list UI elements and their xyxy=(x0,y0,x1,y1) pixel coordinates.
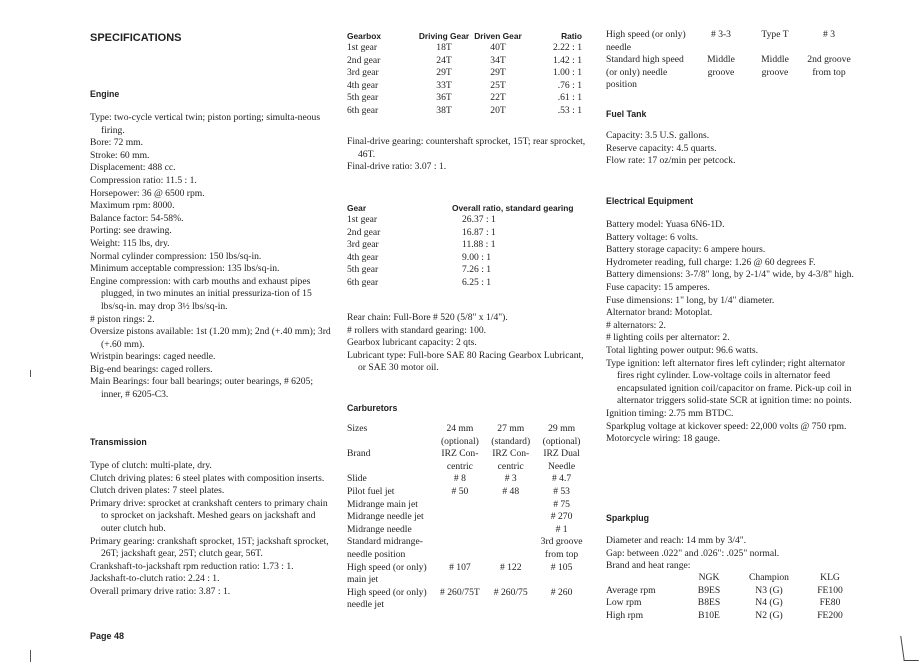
gearbox-row-cell: .53 : 1 xyxy=(557,104,582,116)
carburetor-cell: High speed (or only) main jet xyxy=(347,561,427,586)
carburetor-cell: # 107 xyxy=(449,561,471,573)
carburetor-cell: Brand xyxy=(347,448,371,460)
transmission-spec-line: Primary drive: sprocket at crankshaft centers to primary chain to sprocket on jackshaft. Meshed gears on jackshaft and outer clutch hub. xyxy=(90,497,328,534)
electrical-spec-line: Hydrometer reading, full charge: 1.26 @ 60 degrees F. xyxy=(606,256,816,268)
carburetor-cell: # 1 xyxy=(555,523,568,535)
engine-spec-line: Maximum rpm: 8000. xyxy=(90,200,175,212)
sparkplug-row-cell: B9ES xyxy=(697,584,721,596)
carburetor-cell: Slide xyxy=(347,473,367,485)
carburetor-cell xyxy=(435,536,486,561)
gearbox-col-header: Gearbox xyxy=(347,31,381,41)
carburetor-cell xyxy=(485,536,536,561)
carburetor-cell: 29 mm (optional) xyxy=(542,423,581,447)
carburetor-cell: # 260/75T xyxy=(440,586,480,598)
sparkplug-header-cell: NGK xyxy=(698,572,720,583)
carburetor-cell: Middle groove xyxy=(707,54,735,78)
page-corner-mark xyxy=(900,636,919,661)
engine-spec-line: Engine compression: with carb mouths and exhaust pipes plugged, in two minutes an initial pressuriza-tion of 15 lbs/sq-in. may drop 3½ lbs/sq-in. xyxy=(90,275,312,312)
gearbox-header-row xyxy=(347,31,582,42)
carburetor-cell: # 3-3 xyxy=(711,29,731,40)
carburetor-cell xyxy=(485,524,536,537)
chain-note: Rear chain: Full-Bore # 520 (5/8" x 1/4"). xyxy=(347,312,508,323)
sparkplug-row-cell: Average rpm xyxy=(606,584,656,596)
gearbox-row-cell: 1.00 : 1 xyxy=(552,67,582,79)
carburetor-cell: High speed (or only) needle jet xyxy=(347,586,427,611)
overall-row-cell: 9.00 : 1 xyxy=(462,251,492,263)
transmission-spec-line: Clutch driven plates: 7 steel plates. xyxy=(90,485,225,497)
transmission-spec-line: Jackshaft-to-clutch ratio: 2.24 : 1. xyxy=(90,573,220,585)
carburetor-table xyxy=(347,423,587,612)
overall-row-cell: 26.37 : 1 xyxy=(462,214,496,225)
engine-spec-line: Weight: 115 lbs, dry. xyxy=(90,237,170,249)
sparkplug-spec-line: Brand and heat range: xyxy=(606,560,691,572)
carburetor-cell: Midrange main jet xyxy=(347,498,418,510)
electrical-spec-line: Fuse capacity: 15 amperes. xyxy=(606,281,710,293)
carburetor-cell: # 48 xyxy=(502,485,520,497)
carburetor-cell: # 8 xyxy=(453,473,466,485)
engine-spec-line: Main Bearings: four ball bearings; outer bearings, # 6205; inner, # 6205-C3. xyxy=(90,376,314,401)
gearbox-row-cell: 34T xyxy=(490,54,506,66)
overall-ratio-table xyxy=(347,203,587,290)
gearbox-row xyxy=(347,92,582,105)
carburetor-cell: # 3 xyxy=(504,473,517,485)
transmission-spec-line: Type of clutch: multi-plate, dry. xyxy=(90,460,212,471)
carburetor-cell: IRZ Dual Needle xyxy=(543,448,580,472)
electrical-spec-line: Battery dimensions: 3-7/8" long, by 2-1/4" wide, by 4-3/8" high. xyxy=(606,269,854,281)
overall-row xyxy=(347,227,587,240)
overall-row xyxy=(347,239,587,252)
carburetor-row xyxy=(606,54,856,92)
carburetor-row xyxy=(347,473,587,486)
engine-spec-line: Balance factor: 54-58%. xyxy=(90,212,184,224)
gearbox-row-cell: .61 : 1 xyxy=(557,92,582,104)
carburetors-heading: Carburetors xyxy=(347,403,398,413)
carburetor-row xyxy=(347,524,587,537)
sparkplug-heading: Sparkplug xyxy=(606,513,650,523)
gearbox-row-cell: 1st gear xyxy=(347,42,378,53)
overall-row-cell: 1st gear xyxy=(347,214,378,225)
gearbox-row xyxy=(347,80,582,93)
chain-note: Gearbox lubricant capacity: 2 qts. xyxy=(347,337,477,349)
electrical-spec-line: Total lighting power output: 96.6 watts. xyxy=(606,344,759,356)
carburetor-cell: Pilot fuel jet xyxy=(347,485,395,497)
carburetor-cell: Midrange needle jet xyxy=(347,511,424,523)
gearbox-row-cell: 1.42 : 1 xyxy=(552,54,582,66)
electrical-spec-line: Battery model: Yuasa 6N6-1D. xyxy=(606,219,725,230)
carburetor-cell xyxy=(435,524,486,537)
carburetor-cell: Sizes xyxy=(347,423,368,434)
carburetor-cell xyxy=(485,511,536,524)
overall-row xyxy=(347,214,587,227)
transmission-spec-line: Crankshaft-to-jackshaft rpm reduction ratio: 1.73 : 1. xyxy=(90,560,294,572)
electrical-spec-line: Type ignition: left alternator fires left cylinder; right alternator fires right cylinder. Low-voltage coils in alternator feed encapsulated ignition coil/capacitor on frame. Pick-up coil in alternator triggers solid-state SCR at ignition time: no points. xyxy=(606,357,852,407)
margin-mark xyxy=(30,650,31,662)
sparkplug-row-cell: High rpm xyxy=(606,609,644,621)
page-title: SPECIFICATIONS xyxy=(90,32,182,44)
carburetor-cell: # 260/75 xyxy=(493,586,528,598)
electrical-spec-line: # alternators: 2. xyxy=(606,319,666,331)
sparkplug-spec-line: Gap: between .022" and .026": .025" normal. xyxy=(606,547,780,559)
gear-col-header: Gear xyxy=(347,203,367,213)
transmission-spec-list xyxy=(90,460,332,599)
carburetor-cell: 2nd groove from top xyxy=(807,54,851,78)
engine-spec-line: Type: two-cycle vertical twin; piston porting; simulta-neous firing. xyxy=(90,112,321,136)
carburetor-cell: # 4.7 xyxy=(551,473,572,485)
overall-row-cell: 5th gear xyxy=(347,264,379,276)
overall-row-cell: 4th gear xyxy=(347,251,379,263)
fuel-tank-heading: Fuel Tank xyxy=(606,109,647,119)
engine-spec-line: Big-end bearings: caged rollers. xyxy=(90,363,213,375)
carburetor-cell xyxy=(485,499,536,512)
overall-row xyxy=(347,264,587,277)
carburetor-row xyxy=(347,486,587,499)
electrical-spec-line: Ignition timing: 2.75 mm BTDC. xyxy=(606,407,734,419)
gearbox-row-cell: 22T xyxy=(490,92,506,104)
overall-row-cell: 11.88 : 1 xyxy=(462,239,496,251)
gearbox-row-cell: 2nd gear xyxy=(347,54,381,66)
transmission-spec-line: Clutch driving plates: 6 steel plates with composition inserts. xyxy=(90,472,325,484)
engine-spec-line: Porting: see drawing. xyxy=(90,225,172,237)
sparkplug-row-cell: B8ES xyxy=(697,597,721,609)
carburetor-cell xyxy=(435,511,486,524)
gearbox-row-cell: 18T xyxy=(436,42,452,53)
final-drive-note: Final-drive gearing: countershaft sprocket, 15T; rear sprocket, 46T. xyxy=(347,136,586,160)
carburetor-table-body xyxy=(347,423,587,612)
engine-spec-line: Minimum acceptable compression: 135 lbs/sq-in. xyxy=(90,263,280,275)
carburetor-cell: # 122 xyxy=(499,561,522,573)
sparkplug-row-cell: Low rpm xyxy=(606,597,642,609)
carburetor-cell: Midrange needle xyxy=(347,523,412,535)
carburetor-row xyxy=(347,562,587,587)
carburetor-cell: # 260 xyxy=(550,586,573,598)
gearbox-row-cell: 5th gear xyxy=(347,92,379,104)
driving-gear-col-header: Driving Gear xyxy=(418,31,470,41)
fuel-tank-spec-line: Capacity: 3.5 U.S. gallons. xyxy=(606,130,710,141)
electrical-spec-line: Fuse dimensions: 1" long, by 1/4" diameter. xyxy=(606,294,775,306)
carburetor-cell: High speed (or only) needle xyxy=(606,29,686,53)
carburetor-cell: 27 mm (standard) xyxy=(491,423,531,447)
final-drive-notes xyxy=(347,136,587,174)
overall-table-body xyxy=(347,214,587,290)
engine-spec-line: Stroke: 60 mm. xyxy=(90,149,150,161)
fuel-tank-spec-list xyxy=(606,130,856,168)
fuel-tank-spec-line: Flow rate: 17 oz/min per petcock. xyxy=(606,155,736,167)
overall-row-cell: 3rd gear xyxy=(347,239,379,251)
carburetor-continued-body xyxy=(606,29,856,92)
chain-note: Lubricant type: Full-bore SAE 80 Racing Gearbox Lubricant, or SAE 30 motor oil. xyxy=(347,349,584,374)
gearbox-row-cell: 33T xyxy=(436,79,452,91)
gearbox-row-cell: 29T xyxy=(490,67,506,79)
carburetor-cell: # 3 xyxy=(823,29,835,40)
transmission-heading: Transmission xyxy=(90,437,147,447)
gearbox-row-cell: .76 : 1 xyxy=(557,79,582,91)
engine-spec-line: Horsepower: 36 @ 6500 rpm. xyxy=(90,187,205,199)
gearbox-row-cell: 3rd gear xyxy=(347,67,379,79)
chain-lubricant-notes xyxy=(347,312,587,375)
carburetor-cell: Type T xyxy=(761,29,789,40)
carburetor-row xyxy=(347,448,587,473)
ratio-col-header: Ratio xyxy=(561,31,582,41)
gearbox-row xyxy=(347,55,582,68)
sparkplug-spec-line: Diameter and reach: 14 mm by 3/4". xyxy=(606,535,747,546)
electrical-spec-line: Sparkplug voltage at kickover speed: 22,000 volts @ 750 rpm. xyxy=(606,420,847,432)
gearbox-row-cell: 4th gear xyxy=(347,79,379,91)
sparkplug-header-row xyxy=(606,572,856,585)
engine-spec-line: Displacement: 488 cc. xyxy=(90,162,176,174)
overall-row-cell: 6.25 : 1 xyxy=(462,276,492,288)
carburetor-cell: Middle groove xyxy=(761,54,789,78)
carburetor-cell: 24 mm (optional) xyxy=(440,423,479,447)
sparkplug-header-cell xyxy=(606,572,684,585)
carburetor-cell xyxy=(435,499,486,512)
gearbox-row-cell: 40T xyxy=(490,42,506,53)
gearbox-row-cell: 6th gear xyxy=(347,104,379,116)
carburetor-cell: 3rd groove from top xyxy=(540,536,583,560)
overall-row xyxy=(347,277,587,290)
carburetor-cell: # 75 xyxy=(553,498,570,510)
sparkplug-row xyxy=(606,597,856,610)
carburetor-row xyxy=(347,536,587,561)
sparkplug-row-cell: FE100 xyxy=(817,584,843,596)
overall-header-row xyxy=(347,203,587,214)
carburetor-cell: IRZ Con-centric xyxy=(441,448,479,472)
overall-ratio-col-header: Overall ratio, standard gearing xyxy=(452,203,574,213)
sparkplug-table-body xyxy=(606,572,856,622)
sparkplug-row-cell: FE200 xyxy=(817,609,843,621)
sparkplug-spec-list xyxy=(606,535,856,573)
engine-spec-line: Compression ratio: 11.5 : 1. xyxy=(90,174,197,186)
carburetor-row xyxy=(347,511,587,524)
sparkplug-row xyxy=(606,610,856,623)
carburetor-cell: Standard midrange-needle position xyxy=(347,536,423,560)
engine-heading: Engine xyxy=(90,89,120,99)
gearbox-row xyxy=(347,105,582,118)
overall-row-cell: 2nd gear xyxy=(347,226,381,238)
engine-spec-line: # piston rings: 2. xyxy=(90,313,155,325)
gearbox-row-cell: 25T xyxy=(490,79,506,91)
transmission-spec-line: Overall primary drive ratio: 3.87 : 1. xyxy=(90,585,231,597)
overall-row xyxy=(347,252,587,265)
final-drive-note: Final-drive ratio: 3.07 : 1. xyxy=(347,161,447,173)
sparkplug-row-cell: N4 (G) xyxy=(755,597,783,609)
overall-row-cell: 7.26 : 1 xyxy=(462,264,492,276)
gearbox-row xyxy=(347,67,582,80)
sparkplug-row-cell: FE80 xyxy=(819,597,841,609)
engine-spec-line: Bore: 72 mm. xyxy=(90,137,144,149)
gearbox-row-cell: 29T xyxy=(436,67,452,79)
chain-note: # rollers with standard gearing: 100. xyxy=(347,324,487,336)
electrical-spec-list xyxy=(606,219,856,446)
gearbox-row-cell: 36T xyxy=(436,92,452,104)
carburetor-row xyxy=(347,423,587,448)
sparkplug-heat-range-table xyxy=(606,572,856,622)
gearbox-row xyxy=(347,42,582,55)
sparkplug-row-cell: B10E xyxy=(698,609,720,621)
engine-spec-line: Oversize pistons available: 1st (1.20 mm); 2nd (+.40 mm); 3rd (+.60 mm). xyxy=(90,326,331,350)
carburetor-cell: # 270 xyxy=(550,511,573,523)
transmission-spec-line: Primary gearing: crankshaft sprocket, 15T; jackshaft sprocket, 26T; jackshaft gear, 25T; clutch gear, 56T. xyxy=(90,535,329,560)
gearbox-row-cell: 2.22 : 1 xyxy=(552,42,582,53)
sparkplug-row-cell: N3 (G) xyxy=(755,584,783,596)
carburetor-table-continued xyxy=(606,29,856,92)
engine-spec-line: Normal cylinder compression: 150 lbs/sq-in. xyxy=(90,250,262,262)
gearbox-row-cell: 24T xyxy=(436,54,452,66)
carburetor-row xyxy=(347,587,587,612)
overall-row-cell: 6th gear xyxy=(347,276,379,288)
page-number: Page 48 xyxy=(90,631,125,641)
electrical-spec-line: Alternator brand: Motoplat. xyxy=(606,307,713,319)
sparkplug-header-cell: Champion xyxy=(749,572,789,583)
engine-spec-line: Wristpin bearings: caged needle. xyxy=(90,351,216,363)
carburetor-cell: Standard high speed (or only) needle position xyxy=(606,54,684,91)
electrical-spec-line: Battery voltage: 6 volts. xyxy=(606,231,699,243)
carburetor-cell: # 53 xyxy=(553,485,570,497)
fuel-tank-spec-line: Reserve capacity: 4.5 quarts. xyxy=(606,142,717,154)
carburetor-cell: IRZ Con-centric xyxy=(492,448,530,472)
carburetor-cell: # 50 xyxy=(451,485,469,497)
sparkplug-header-cell: KLG xyxy=(820,572,840,583)
driven-gear-col-header: Driven Gear xyxy=(474,31,522,41)
overall-row-cell: 16.87 : 1 xyxy=(462,226,496,238)
gearbox-table-body xyxy=(347,42,582,118)
sparkplug-row xyxy=(606,585,856,598)
gearbox-row-cell: 38T xyxy=(436,104,452,116)
electrical-spec-line: Motorcycle wiring: 18 gauge. xyxy=(606,433,721,445)
carburetor-row xyxy=(347,499,587,512)
sparkplug-row-cell: N2 (G) xyxy=(755,609,783,621)
margin-mark xyxy=(30,370,31,377)
electrical-spec-line: Battery storage capacity: 6 ampere hours. xyxy=(606,244,766,256)
electrical-spec-line: # lighting coils per alternator: 2. xyxy=(606,332,730,344)
engine-spec-list xyxy=(90,112,332,402)
electrical-heading: Electrical Equipment xyxy=(606,196,694,206)
carburetor-row xyxy=(606,29,856,54)
gearbox-table xyxy=(347,31,582,118)
carburetor-cell: # 105 xyxy=(550,561,573,573)
gearbox-row-cell: 20T xyxy=(490,104,506,116)
